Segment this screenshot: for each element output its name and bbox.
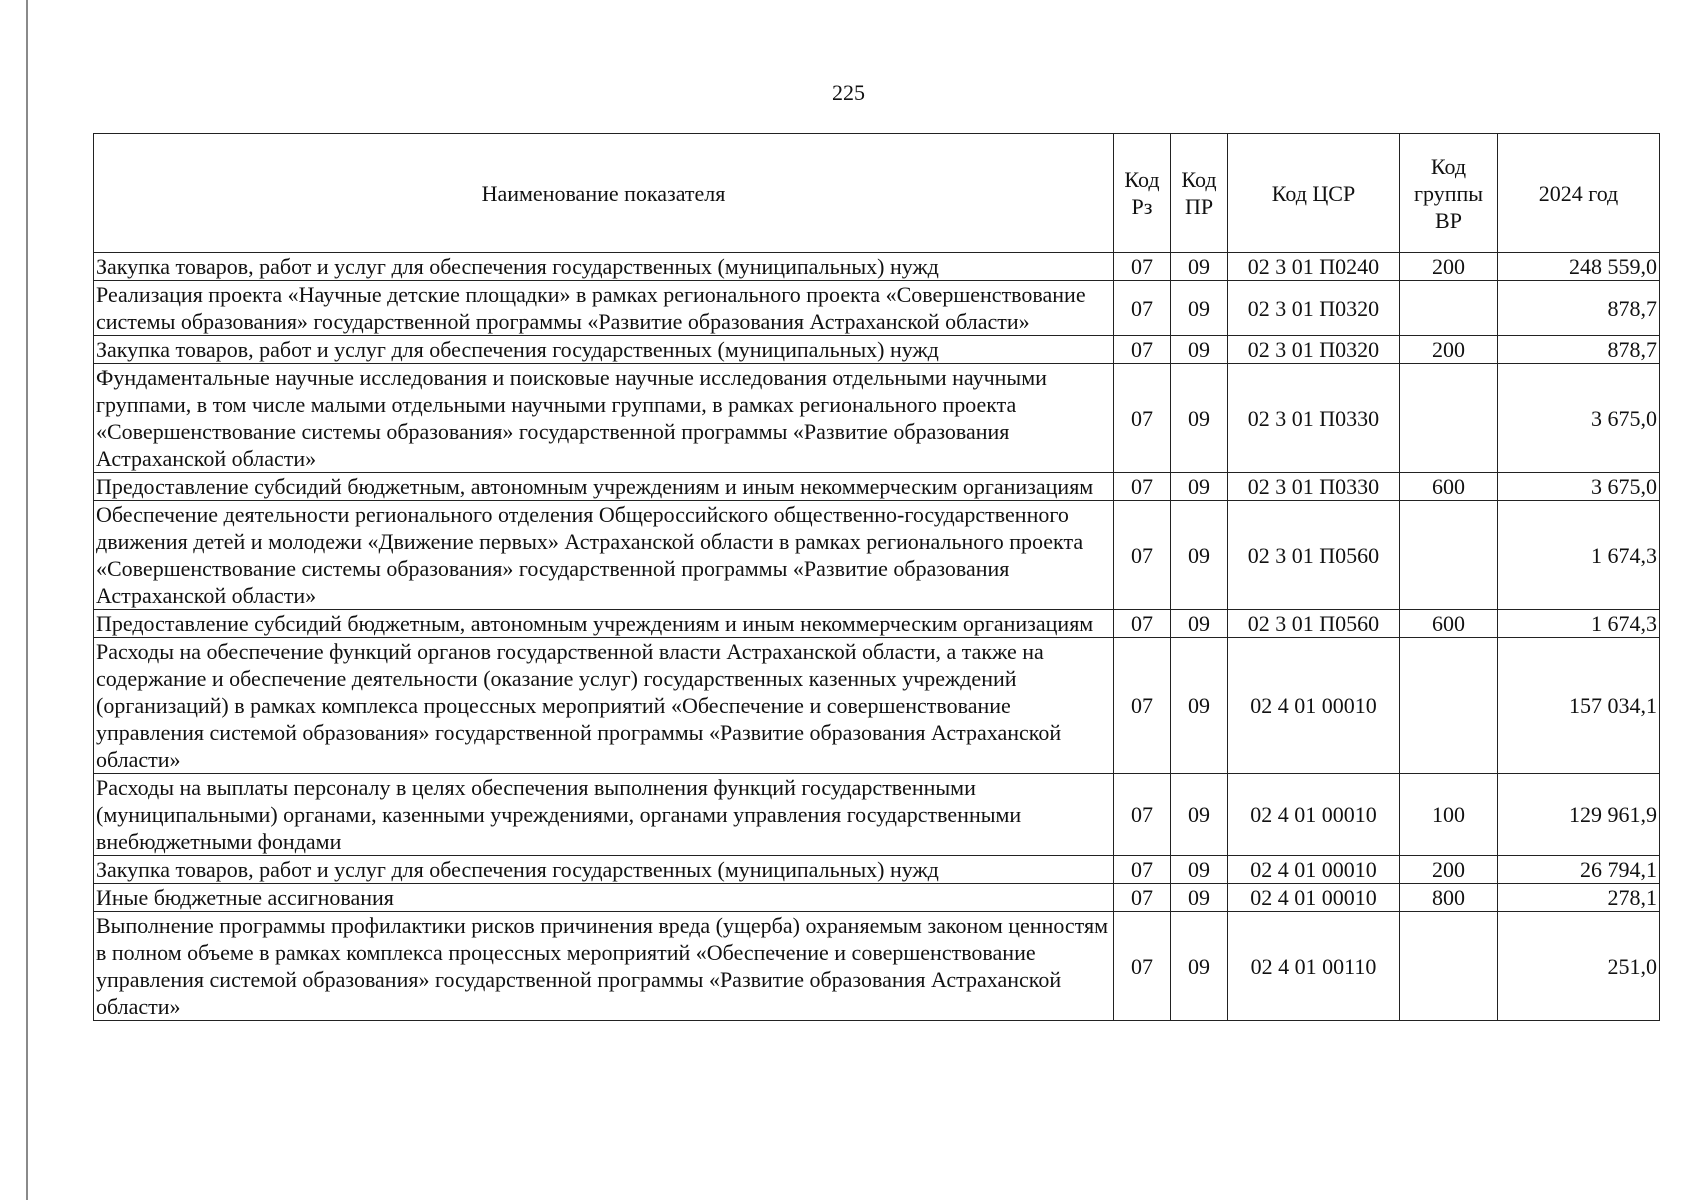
table-row — [94, 336, 1660, 364]
cell-name: Предоставление субсидий бюджетным, автономным учреждениям и иным некоммерческим организациям — [94, 610, 1114, 638]
cell-rz: 07 — [1114, 610, 1171, 638]
cell-name: Иные бюджетные ассигнования — [94, 884, 1114, 912]
table-row — [94, 638, 1660, 774]
cell-name: Предоставление субсидий бюджетным, автономным учреждениям и иным некоммерческим организациям — [94, 473, 1114, 501]
cell-vr — [1400, 281, 1498, 336]
cell-vr — [1400, 364, 1498, 473]
cell-csr: 02 4 01 00010 — [1228, 884, 1400, 912]
cell-name: Закупка товаров, работ и услуг для обеспечения государственных (муниципальных) нужд — [94, 253, 1114, 281]
cell-pr: 09 — [1171, 501, 1228, 610]
cell-rz: 07 — [1114, 364, 1171, 473]
cell-name: Закупка товаров, работ и услуг для обеспечения государственных (муниципальных) нужд — [94, 336, 1114, 364]
cell-pr: 09 — [1171, 884, 1228, 912]
cell-pr: 09 — [1171, 473, 1228, 501]
table-row — [94, 912, 1660, 1021]
cell-csr: 02 4 01 00010 — [1228, 774, 1400, 856]
cell-csr: 02 3 01 П0240 — [1228, 253, 1400, 281]
cell-csr: 02 3 01 П0320 — [1228, 281, 1400, 336]
cell-csr: 02 4 01 00010 — [1228, 856, 1400, 884]
table-row — [94, 884, 1660, 912]
table-row — [94, 856, 1660, 884]
header-year: 2024 год — [1498, 134, 1660, 253]
header-row — [94, 134, 1660, 253]
cell-amount: 129 961,9 — [1498, 774, 1660, 856]
header-csr: Код ЦСР — [1228, 134, 1400, 253]
table-header — [94, 134, 1660, 253]
table-body — [94, 253, 1660, 1021]
cell-pr: 09 — [1171, 364, 1228, 473]
cell-rz: 07 — [1114, 856, 1171, 884]
cell-csr: 02 3 01 П0330 — [1228, 473, 1400, 501]
cell-csr: 02 4 01 00010 — [1228, 638, 1400, 774]
header-vr: Код группы ВР — [1400, 134, 1498, 253]
cell-csr: 02 3 01 П0330 — [1228, 364, 1400, 473]
cell-amount: 251,0 — [1498, 912, 1660, 1021]
cell-csr: 02 3 01 П0560 — [1228, 610, 1400, 638]
cell-rz: 07 — [1114, 774, 1171, 856]
cell-amount: 878,7 — [1498, 281, 1660, 336]
cell-pr: 09 — [1171, 281, 1228, 336]
header-pr: Код ПР — [1171, 134, 1228, 253]
cell-pr: 09 — [1171, 253, 1228, 281]
cell-name: Расходы на выплаты персоналу в целях обеспечения выполнения функций государственными (муниципальными) органами, казенными учреждениями, органами управления государственными внебюджетными фондами — [94, 774, 1114, 856]
cell-rz: 07 — [1114, 912, 1171, 1021]
cell-rz: 07 — [1114, 336, 1171, 364]
cell-rz: 07 — [1114, 473, 1171, 501]
cell-rz: 07 — [1114, 253, 1171, 281]
cell-amount: 3 675,0 — [1498, 364, 1660, 473]
cell-amount: 248 559,0 — [1498, 253, 1660, 281]
cell-vr — [1400, 501, 1498, 610]
header-name: Наименование показателя — [94, 134, 1114, 253]
cell-name: Закупка товаров, работ и услуг для обеспечения государственных (муниципальных) нужд — [94, 856, 1114, 884]
table-row — [94, 610, 1660, 638]
cell-rz: 07 — [1114, 884, 1171, 912]
cell-amount: 1 674,3 — [1498, 610, 1660, 638]
cell-csr: 02 4 01 00110 — [1228, 912, 1400, 1021]
cell-csr: 02 3 01 П0560 — [1228, 501, 1400, 610]
cell-vr: 200 — [1400, 336, 1498, 364]
cell-vr: 200 — [1400, 253, 1498, 281]
cell-amount: 1 674,3 — [1498, 501, 1660, 610]
cell-vr: 200 — [1400, 856, 1498, 884]
cell-pr: 09 — [1171, 336, 1228, 364]
cell-vr: 600 — [1400, 473, 1498, 501]
table-row — [94, 774, 1660, 856]
page-number: 225 — [832, 80, 865, 105]
cell-name: Реализация проекта «Научные детские площадки» в рамках регионального проекта «Совершенствование системы образования» государственной программы «Развитие образования Астраханской области» — [94, 281, 1114, 336]
table-row — [94, 501, 1660, 610]
table-row — [94, 364, 1660, 473]
cell-amount: 26 794,1 — [1498, 856, 1660, 884]
header-rz: Код Рз — [1114, 134, 1171, 253]
cell-name: Выполнение программы профилактики рисков причинения вреда (ущерба) охраняемым законом ценностям в полном объеме в рамках комплекса процессных мероприятий «Обеспечение и совершенствование управления системой образования» государственной программы «Развитие образования Астраханской области» — [94, 912, 1114, 1021]
scan-edge-line — [26, 0, 28, 1200]
cell-rz: 07 — [1114, 281, 1171, 336]
cell-amount: 3 675,0 — [1498, 473, 1660, 501]
cell-amount: 157 034,1 — [1498, 638, 1660, 774]
cell-pr: 09 — [1171, 638, 1228, 774]
cell-csr: 02 3 01 П0320 — [1228, 336, 1400, 364]
cell-vr — [1400, 912, 1498, 1021]
cell-vr: 100 — [1400, 774, 1498, 856]
cell-pr: 09 — [1171, 774, 1228, 856]
cell-name: Расходы на обеспечение функций органов государственной власти Астраханской области, а также на содержание и обеспечение деятельности (оказание услуг) государственных казенных учреждений (организаций) в рамках комплекса процессных мероприятий «Обеспечение и совершенствование управления системой образования» государственной программы «Развитие образования Астраханской области» — [94, 638, 1114, 774]
table-row — [94, 253, 1660, 281]
cell-amount: 878,7 — [1498, 336, 1660, 364]
table-row — [94, 281, 1660, 336]
cell-vr: 600 — [1400, 610, 1498, 638]
cell-pr: 09 — [1171, 856, 1228, 884]
cell-rz: 07 — [1114, 501, 1171, 610]
cell-pr: 09 — [1171, 610, 1228, 638]
cell-vr — [1400, 638, 1498, 774]
cell-pr: 09 — [1171, 912, 1228, 1021]
cell-amount: 278,1 — [1498, 884, 1660, 912]
budget-table — [93, 133, 1660, 1021]
cell-rz: 07 — [1114, 638, 1171, 774]
cell-vr: 800 — [1400, 884, 1498, 912]
cell-name: Фундаментальные научные исследования и поисковые научные исследования отдельными научными группами, в том числе малыми отдельными научными группами, в рамках регионального проекта «Совершенствование системы образования» государственной программы «Развитие образования Астраханской области» — [94, 364, 1114, 473]
table-row — [94, 473, 1660, 501]
cell-name: Обеспечение деятельности регионального отделения Общероссийского общественно-государственного движения детей и молодежи «Движение первых» Астраханской области в рамках регионального проекта «Совершенствование системы образования» государственной программы «Развитие образования Астраханской области» — [94, 501, 1114, 610]
